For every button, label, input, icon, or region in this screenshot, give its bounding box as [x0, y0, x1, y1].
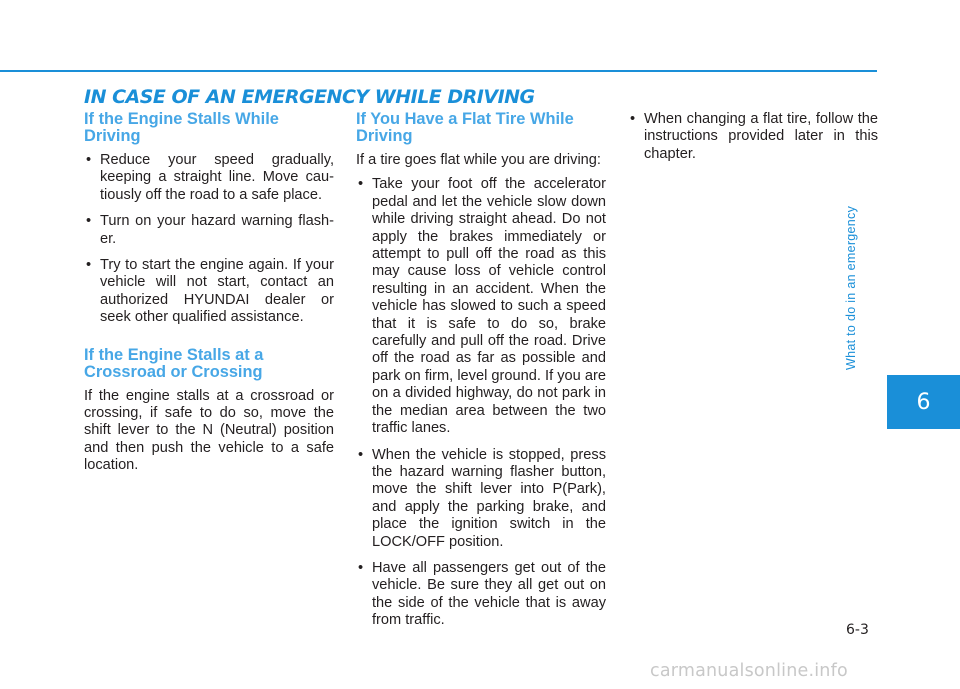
- column-2: [356, 111, 606, 639]
- chapter-number: 6: [916, 389, 931, 415]
- heading-engine-stalls-driving: If the Engine Stalls While Driving: [84, 110, 279, 145]
- changing-tire-list: [628, 111, 878, 163]
- heading-engine-stalls-crossroad: If the Engine Stalls at a Crossroad or Crossing: [84, 345, 264, 381]
- list-item: • Try to start the engine again. If your vehicle will not start, contact an authorized HYUNDAI dealer or seek other qualified assistance.: [84, 257, 334, 327]
- crossroad-paragraph: If the engine stalls at a crossroad or crossing, if safe to do so, move the shift lever to the N (Neutral) position and then push the vehicle to a safe location.: [84, 387, 334, 474]
- heading-flat-tire: If You Have a Flat Tire While Driving: [356, 110, 574, 145]
- flat-tire-intro: If a tire goes flat while you are driving:: [356, 152, 601, 168]
- list-item: • Have all passengers get out of the vehicle. Be sure they all get out on the side of the vehicle that is away from traffic.: [356, 560, 606, 630]
- engine-stalls-list: [84, 152, 334, 327]
- list-item: • Take your foot off the accelerator pedal and let the vehicle slow down while driving straight ahead. Do not apply the brakes immediately or attempt to pull off the road as this may cause loss of vehicle control resulting in an accident. When the vehicle has slowed to such a speed that it is safe to do so, brake carefully and pull off the road. Drive off the road as far as possible and park on firm, level ground. If you are on a divided highway, do not park in the median area between the two traffic lanes.: [356, 176, 606, 437]
- page-number: 6-3: [846, 622, 869, 638]
- header-rule: [0, 70, 877, 72]
- column-3: [628, 111, 878, 172]
- list-item: • When the vehicle is stopped, press the hazard warning flasher button, move the shift lever into P(Park), and apply the parking brake, and place the ignition switch in the LOCK/OFF position.: [356, 447, 606, 551]
- list-item: • Reduce your speed gradually, keeping a straight line. Move cautiously off the road to a safe place.: [84, 152, 334, 204]
- section-title: IN CASE OF AN EMERGENCY WHILE DRIVING: [84, 86, 535, 108]
- flat-tire-list: [356, 176, 606, 629]
- list-item: • When changing a flat tire, follow the instructions provided later in this chapter.: [628, 111, 878, 163]
- column-1: [84, 111, 334, 475]
- list-item: • Turn on your hazard warning flasher.: [84, 213, 334, 248]
- watermark: carmanualsonline.info: [650, 661, 848, 681]
- chapter-tab: [887, 375, 960, 429]
- chapter-side-label: What to do in an emergency: [843, 205, 858, 370]
